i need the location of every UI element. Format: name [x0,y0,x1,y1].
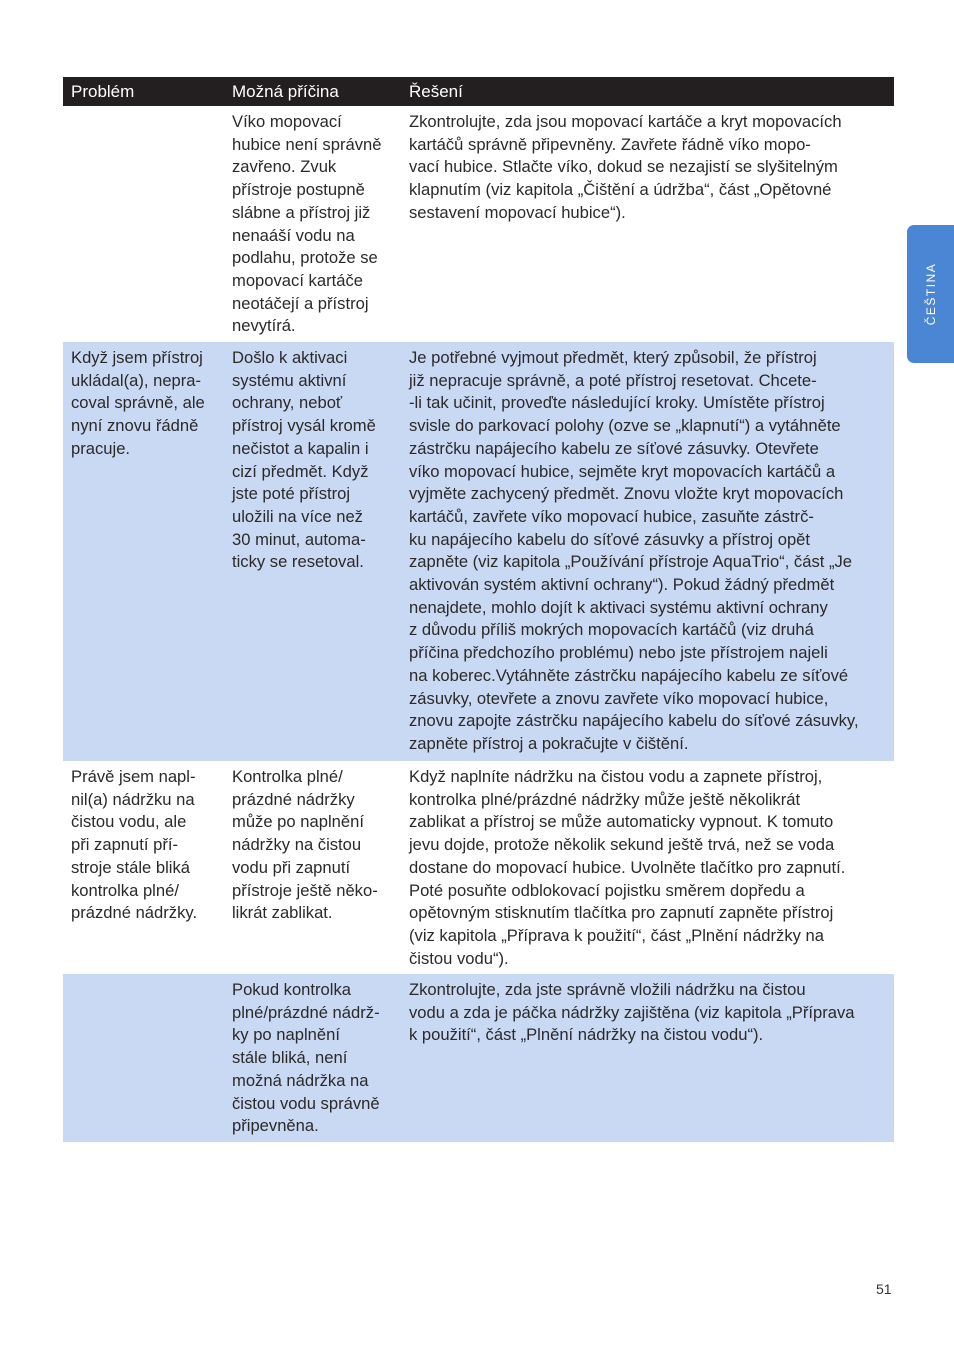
cause-cell: Kontrolka plné/ prázdné nádržky může po naplnění nádržky na čistou vodu při zapnutí přístroje ještě něko- likrát zablikat. [232,767,378,923]
table-row [63,342,894,761]
language-tab [907,225,954,363]
problem-cell [63,974,224,1142]
language-tab-label: ČEŠTINA [923,262,938,326]
header-solution: Řešení [409,82,463,101]
problem-cell [63,106,224,342]
cause-cell: Došlo k aktivaci systému aktivní ochrany, neboť přístroj vysál kromě nečistot a kapalin i cizí předmět. Když jste poté přístroj uložili na více než 30 minut, automa- ticky se resetoval. [232,348,376,572]
page-number: 51 [876,1281,892,1297]
solution-cell: Je potřebné vyjmout předmět, který způsobil, že přístroj již nepracuje správně, a poté přístroj resetovat. Chcete- -li tak učinit, proveďte následující kroky. Umístěte přístroj svisle do parkovací polohy (ozve se „klapnutí“) a vytáhněte zástrčku napájecího kabelu ze síťové zásuvky. Otevřete víko mopovací hubice, sejměte kryt mopovacích kartáčů a vyjměte zachycený předmět. Znovu vložte kryt mopovacích kartáčů, zavřete víko mopovací hubice, zasuňte zástrč- ku napájecího kabelu do síťové zásuvky a přístroj opět zapněte (viz kapitola „Používání přístroje AquaTrio“, část „Je aktivován systém aktivní ochrany“). Pokud žádný předmět nenajdete, mohlo dojít k aktivaci systému aktivní ochrany z důvodu příliš mokrých mopovacích kartáčů (viz druhá příčina předchozího problému) nebo jste přístrojem najeli na koberec.Vytáhněte zástrčku napájecího kabelu ze síťové zásuvky, otevřete a znovu zavřete víko mopovací hubice, znovu zapojte zástrčku napájecího kabelu do síťové zásuvky, zapněte přístroj a pokračujte v čištění. [409,348,859,753]
problem-cell: Právě jsem napl- nil(a) nádržku na čistou vodu, ale při zapnutí pří- stroje stále bliká kontrolka plné/ prázdné nádržky. [71,767,198,923]
table-row [63,761,894,974]
cause-cell: Víko mopovací hubice není správně zavřeno. Zvuk přístroje postupně slábne a přístroj již nenaáší vodu na podlahu, protože se mopovací kartáče neotáčejí a přístroj nevytírá. [232,112,382,336]
table-row [63,106,894,342]
table-header [63,77,894,106]
header-cause: Možná příčina [232,82,339,101]
troubleshooting-table [63,77,894,1142]
solution-cell: Zkontrolujte, zda jste správně vložili nádržku na čistou vodu a zda je páčka nádržky zajištěna (viz kapitola „Příprava k použití“, část „Plnění nádržky na čistou vodu“). [409,980,855,1045]
header-problem: Problém [71,82,135,101]
cause-cell: Pokud kontrolka plné/prázdné nádrž- ky po naplnění stále bliká, není možná nádržka na čistou vodu správně připevněna. [232,980,380,1136]
solution-cell: Když naplníte nádržku na čistou vodu a zapnete přístroj, kontrolka plné/prázdné nádržky může ještě několikrát zablikat a přístroj se může automaticky vypnout. K tomuto jevu dojde, protože několik sekund ještě trvá, než se voda dostane do mopovací hubice. Uvolněte tlačítko pro zapnutí. Poté posuňte odblokovací pojistku směrem dopředu a opětovným stisknutím tlačítka pro zapnutí zapněte přístroj (viz kapitola „Příprava k použití“, část „Plnění nádržky na čistou vodu“). [409,767,846,968]
problem-cell: Když jsem přístroj ukládal(a), nepra- coval správně, ale nyní znovu řádně pracuje. [71,348,205,458]
solution-cell: Zkontrolujte, zda jsou mopovací kartáče a kryt mopovacích kartáčů správně připevněny. Zavřete řádně víko mopo- vací hubice. Stlačte víko, dokud se nezajistí se slyšitelným klapnutím (viz kapitola „Čištění a údržba“, část „Opětovné sestavení mopovací hubice“). [409,112,842,222]
table-row [63,974,894,1142]
